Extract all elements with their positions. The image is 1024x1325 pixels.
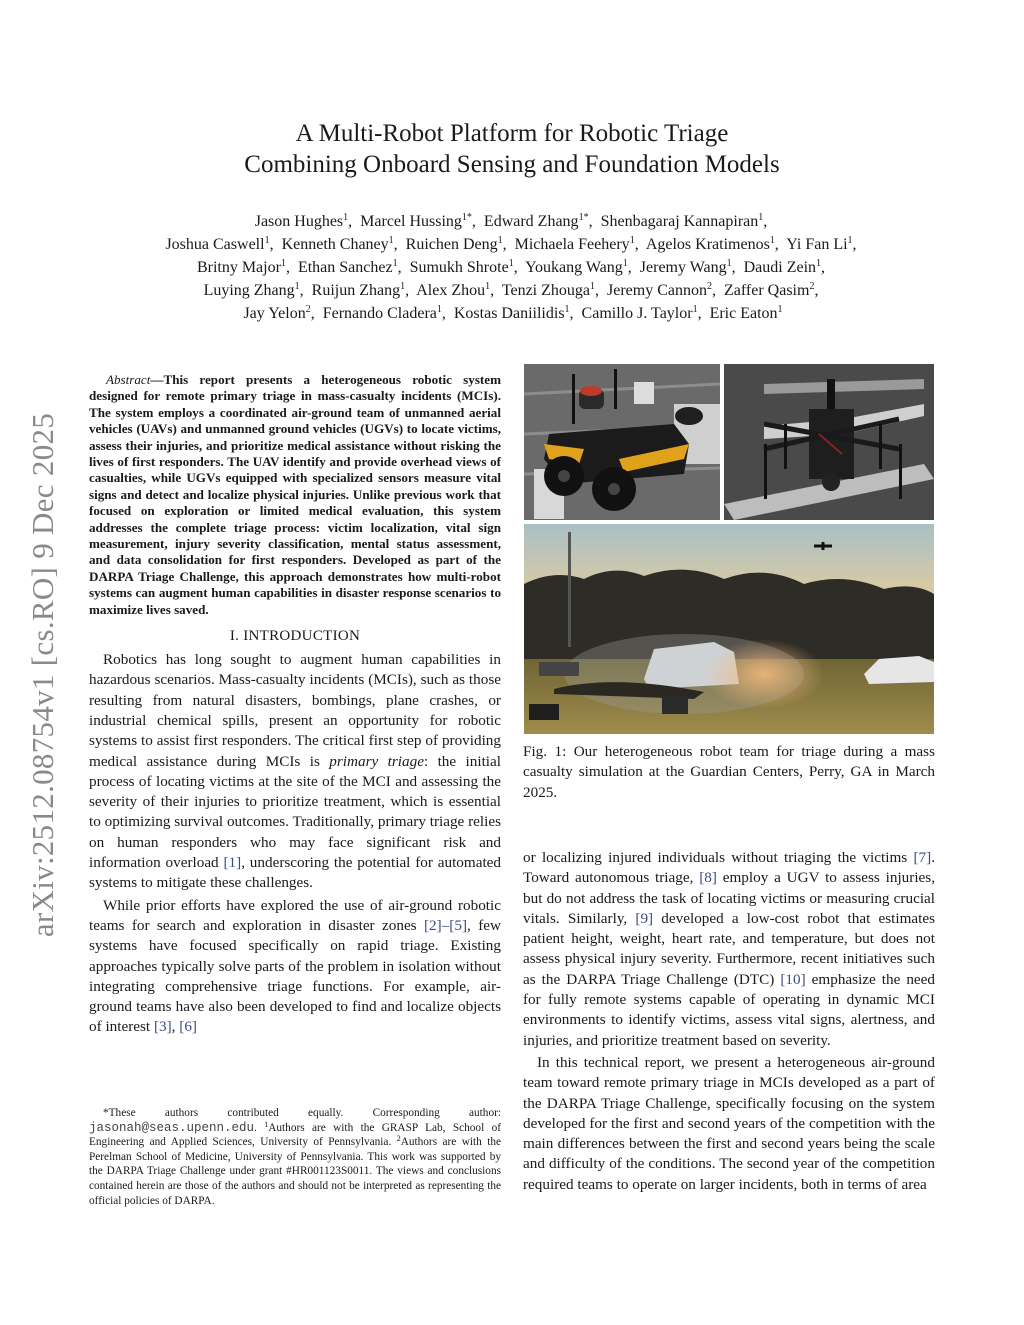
author-list: Jason Hughes$^1$, Marcel Hussing$^{1*}$, Edward Zhang$^{1*}$, Shenbagaraj Kannapiran$^1$, Joshua Caswell$^1$, Kenneth Chaney$^1$, Ruichen Deng$^1$, Michaela Feehery$^1$, Agelos Kratimenos$^1$, Yi Fan Li$^1$, Britny Major$^1$, Ethan Sanchez$^1$, Sumukh Shrote$^1$, Youkang Wang$^1$, Jeremy Wang$^1$, Daudi Zein$^1$, Luying Zhang$^1$, Ruijun Zhang$^1$, Alex Zhou$^1$, Tenzi Zhouga$^1$, Jeremy Cannon$^2$, Zaffer Qasim$^2$, Jay Yelon$^2$, Fernando Cladera$^1$, Kostas Daniilidis$^1$, Camillo J. Taylor$^1$, Eric Eaton$^1$ (165, 212, 861, 322)
author-affiliation-mark: 1 (400, 281, 406, 292)
author-name: Daudi Zein$^1$ (743, 258, 822, 276)
field-scene-illustration (524, 524, 934, 734)
author-affiliation-mark: 1 (343, 212, 349, 223)
author-name: Joshua Caswell$^1$ (165, 235, 270, 253)
author-name: Edward Zhang$^{1*}$ (483, 212, 589, 230)
author-affiliation-mark: 1 (629, 235, 635, 246)
text-run: , (171, 1018, 180, 1036)
abstract-text: This report presents a heterogeneous robotic system designed for remote primary triage in mass-casualty incidents (MCIs). The system employs a coordinated air-ground team of unmanned aerial vehicles (UAVs) and unmanned ground vehicles (UGVs) to locate victims, assess their injuries, and prioritize medical assistance without risking the lives of first responders. The UAV identify and provide overhead views of casualties, while UGVs equipped with specialized sensors measure vital signs and detect and localize physical injuries. Unlike previous work that focused on exploration or limited medical evaluation, this system addresses the complete triage process: victim localization, vital sign measurement, injury severity classification, mental status assessment, and data consolidation for first responders. Developed as part of the DARPA Triage Challenge, this approach demonstrates how multi-robot systems can augment human capabilities in disaster response scenarios to maximize lives saved. (89, 372, 501, 617)
author-name: Alex Zhou$^1$ (416, 281, 491, 299)
author-affiliation-mark: 1 (392, 258, 398, 269)
text-run: developed a low-cost robot that estimates patient height, weight, heart rate, and temperature, but does not assess physical injury severity. Furthermore, recent initiatives such as the DARPA Triage Challenge (DTC) (523, 909, 935, 988)
author-affiliation-mark: 1 (777, 304, 783, 315)
author-name: Michaela Feehery$^1$ (514, 235, 635, 253)
author-affiliation-mark: 1 (280, 258, 286, 269)
abstract-label: Abstract (106, 372, 151, 387)
arxiv-identifier-stamp (18, 375, 68, 975)
text-run: Authors are with the GRASP Lab, School of Engineering and Applied Sciences, University of Pennsylvania. (89, 1121, 501, 1149)
citation-link[interactable]: [2]–[5] (424, 916, 468, 934)
uav-drone-illustration (724, 364, 934, 520)
emphasis-primary-triage: primary triage (329, 752, 424, 770)
paper-title-line-2: Combining Onboard Sensing and Foundation Models (244, 151, 780, 178)
author-affiliation-mark: 1 (847, 235, 853, 246)
arxiv-identifier: arXiv:2512.08754v1 [cs.RO] 9 Dec 2025 (25, 412, 61, 938)
author-name: Ethan Sanchez$^1$ (297, 258, 398, 276)
text-run: or localizing injured individuals without triaging the victims (523, 849, 914, 866)
author-affiliation-mark: 1 (622, 258, 628, 269)
author-affiliation-mark: 2 (305, 304, 311, 315)
figure-1-caption: Fig. 1: Our heterogeneous robot team for triage during a mass casualty simulation at the Guardian Centers, Perry, GA in March 2025. (523, 743, 935, 801)
author-name: Shenbagaraj Kannapiran$^1$ (600, 212, 764, 230)
author-name: Fernando Cladera$^1$ (322, 304, 442, 322)
author-name: Eric Eaton$^1$ (709, 304, 783, 322)
author-name: Kostas Daniilidis$^1$ (453, 304, 570, 322)
author-name: Luying Zhang$^1$ (203, 281, 300, 299)
author-name: Kenneth Chaney$^1$ (281, 235, 394, 253)
abstract (89, 372, 501, 618)
author-name: Ruijun Zhang$^1$ (311, 281, 406, 299)
author-affiliation-mark: 1 (436, 304, 442, 315)
author-affiliation-mark: 1 (388, 235, 394, 246)
author-name: Agelos Kratimenos$^1$ (645, 235, 775, 253)
author-affiliation-mark: 1 (816, 258, 822, 269)
email-link[interactable]: jasonah@seas.upenn.edu (89, 1120, 255, 1135)
author-affiliation-mark: 1 (758, 212, 764, 223)
author-affiliation-mark: 2 (706, 281, 712, 292)
paper-title-line-1: A Multi-Robot Platform for Robotic Triage (295, 120, 729, 147)
citation-link[interactable]: [1] (223, 854, 242, 872)
text-run: : the initial process of locating victims at the site of the MCI and assessing the severity of their injuries to prioritize treatment, which is essential to optimizing survival outcomes. Traditionally, primary triage relies on human responders who may face significant risk and information overload (89, 752, 501, 872)
author-affiliation-mark: 1 (485, 281, 491, 292)
figure-1 (524, 364, 934, 734)
author-name: Jeremy Wang$^1$ (639, 258, 732, 276)
author-name: Camillo J. Taylor$^1$ (581, 304, 698, 322)
author-name: Yi Fan Li$^1$ (786, 235, 853, 253)
author-name: Zaffer Qasim$^2$ (723, 281, 815, 299)
author-name: Tenzi Zhouga$^1$ (501, 281, 595, 299)
author-affiliation-mark: 1 (564, 304, 570, 315)
field-exercise-photo (524, 524, 934, 734)
author-name: Jason Hughes$^1$ (254, 212, 349, 230)
text-run: Robotics has long sought to augment human capabilities in hazardous scenarios. Mass-casualty incidents (MCIs), such as those resulting from natural disasters, bombings, plane crashes, or industrial chemical spills, present an opportunity for robotic systems to assist first responders. The critical first step of providing medical assistance during MCIs is (89, 651, 501, 770)
text-run: *These authors contributed equally. Corresponding author: (103, 1107, 501, 1119)
citation-link[interactable]: [3] (153, 1018, 172, 1036)
author-affiliation-mark: 1* (578, 212, 589, 223)
author-affiliation-mark: 1 (497, 235, 503, 246)
author-name: Ruichen Deng$^1$ (405, 235, 503, 253)
text-run: , underscoring the potential for automated systems to mitigate these challenges. (89, 854, 501, 892)
paper-title (0, 118, 1024, 180)
citation-link[interactable]: [10] (780, 970, 806, 988)
text-run: . (254, 1121, 265, 1134)
affiliation-mark: 2 (396, 1134, 401, 1144)
author-name: Youkang Wang$^1$ (525, 258, 628, 276)
citation-link[interactable]: [6] (179, 1018, 197, 1036)
intro-paragraph-1 (89, 650, 501, 894)
footnote (89, 1106, 501, 1208)
author-name: Marcel Hussing$^{1*}$ (360, 212, 472, 230)
left-column (89, 372, 501, 1040)
citation-link[interactable]: [7] (913, 849, 932, 866)
author-name: Jay Yelon$^2$ (243, 304, 311, 322)
text-run: . Toward autonomous triage, (523, 849, 935, 887)
text-run: , few systems have focused specifically on rapid triage. Existing approaches typically solve parts of the problem in isolation without integrating comprehensive triage functions. For example, air-ground teams have also been developed to find and localize objects of interest (89, 916, 501, 1036)
text-run: emphasize the need for fully remote systems capable of operating in dynamic MCI environments to identify victims, assess vital signs, alertness, and injuries, and prioritize treatment based on severity. (523, 970, 935, 1049)
author-name: Britny Major$^1$ (196, 258, 286, 276)
author-affiliation-mark: 1 (508, 258, 514, 269)
author-affiliation-mark: 1 (726, 258, 732, 269)
author-affiliation-mark: 1 (692, 304, 698, 315)
author-affiliation-mark: 1 (294, 281, 300, 292)
intro-paragraph-3: In this technical report, we present a heterogeneous air-ground team toward remote primary triage in MCIs developed as a part of the DARPA Triage Challenge, specifically focusing on the system developed for the first and second years of the competition with the main differences between the first and second years being the scale and difficulty of the conditions. The second year of the competition required teams to operate on larger incidents, both in terms of area (523, 1053, 935, 1193)
affiliation-mark: 1 (264, 1119, 269, 1129)
abstract-dash: — (150, 372, 164, 387)
ugv-robot-photo (524, 364, 720, 520)
text-run: Authors are with the Perelman School of Medicine, University of Pennsylvania. This work was supported by the DARPA Triage Challenge under grant #HR001123S0011. The views and conclusions contained herein are those of the authors and should not be interpreted as representing the official policies of DARPA. (89, 1136, 501, 1207)
section-heading-introduction: I. INTRODUCTION (229, 628, 361, 645)
text-run: While prior efforts have explored the use of air-ground robotic teams for search and exploration in disaster zones (89, 896, 501, 934)
author-affiliation-mark: 1 (590, 281, 595, 292)
intro-paragraph-2-continued (523, 848, 935, 1051)
right-column (523, 848, 935, 1197)
author-name: Sumukh Shrote$^1$ (409, 258, 514, 276)
author-affiliation-mark: 1* (461, 212, 472, 223)
intro-paragraph-2 (89, 896, 501, 1038)
author-affiliation-mark: 1 (264, 235, 270, 246)
text-run: employ a UGV to assess injuries, but do not address the task of locating victims or measuring crucial vitals. Similarly, (523, 869, 935, 927)
author-name: Jeremy Cannon$^2$ (607, 281, 712, 299)
citation-link[interactable]: [9] (635, 909, 654, 927)
author-affiliation-mark: 2 (809, 281, 815, 292)
uav-drone-photo (724, 364, 934, 520)
author-affiliation-mark: 1 (769, 235, 775, 246)
ugv-robot-illustration (524, 364, 720, 520)
citation-link[interactable]: [8] (699, 869, 717, 887)
